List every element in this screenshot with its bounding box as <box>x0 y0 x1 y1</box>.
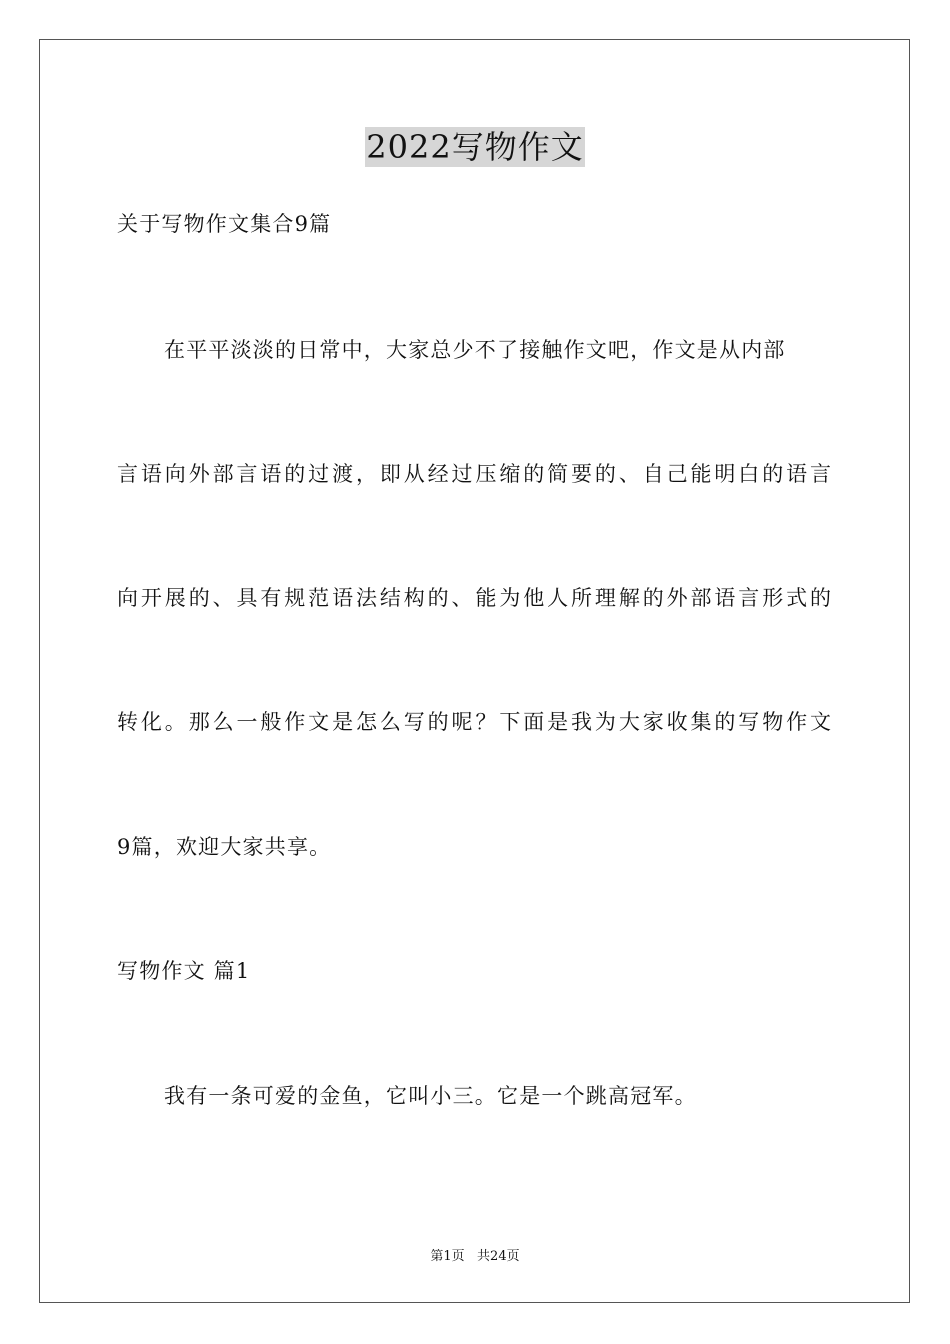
intro-line-4: 转化。那么一般作文是怎么写的呢？下面是我为大家收集的写物作文 <box>117 710 831 734</box>
intro-line-2: 言语向外部言语的过渡，即从经过压缩的简要的、自己能明白的语言 <box>117 462 831 486</box>
intro-line-3: 向开展的、具有规范语法结构的、能为他人所理解的外部语言形式的 <box>117 586 831 610</box>
document-title: 2022写物作文 <box>366 128 584 166</box>
intro-line-5: 9篇，欢迎大家共享。 <box>117 835 332 859</box>
document-subtitle: 关于写物作文集合9篇 <box>117 212 332 236</box>
section-heading: 写物作文 篇1 <box>117 959 251 983</box>
intro-line-1: 在平平淡淡的日常中，大家总少不了接触作文吧，作文是从内部 <box>164 338 786 362</box>
page-footer: 第1页 共24页 <box>430 1249 520 1264</box>
section-paragraph-line-1: 我有一条可爱的金鱼，它叫小三。它是一个跳高冠军。 <box>164 1084 697 1108</box>
document-title-container <box>0 127 950 167</box>
